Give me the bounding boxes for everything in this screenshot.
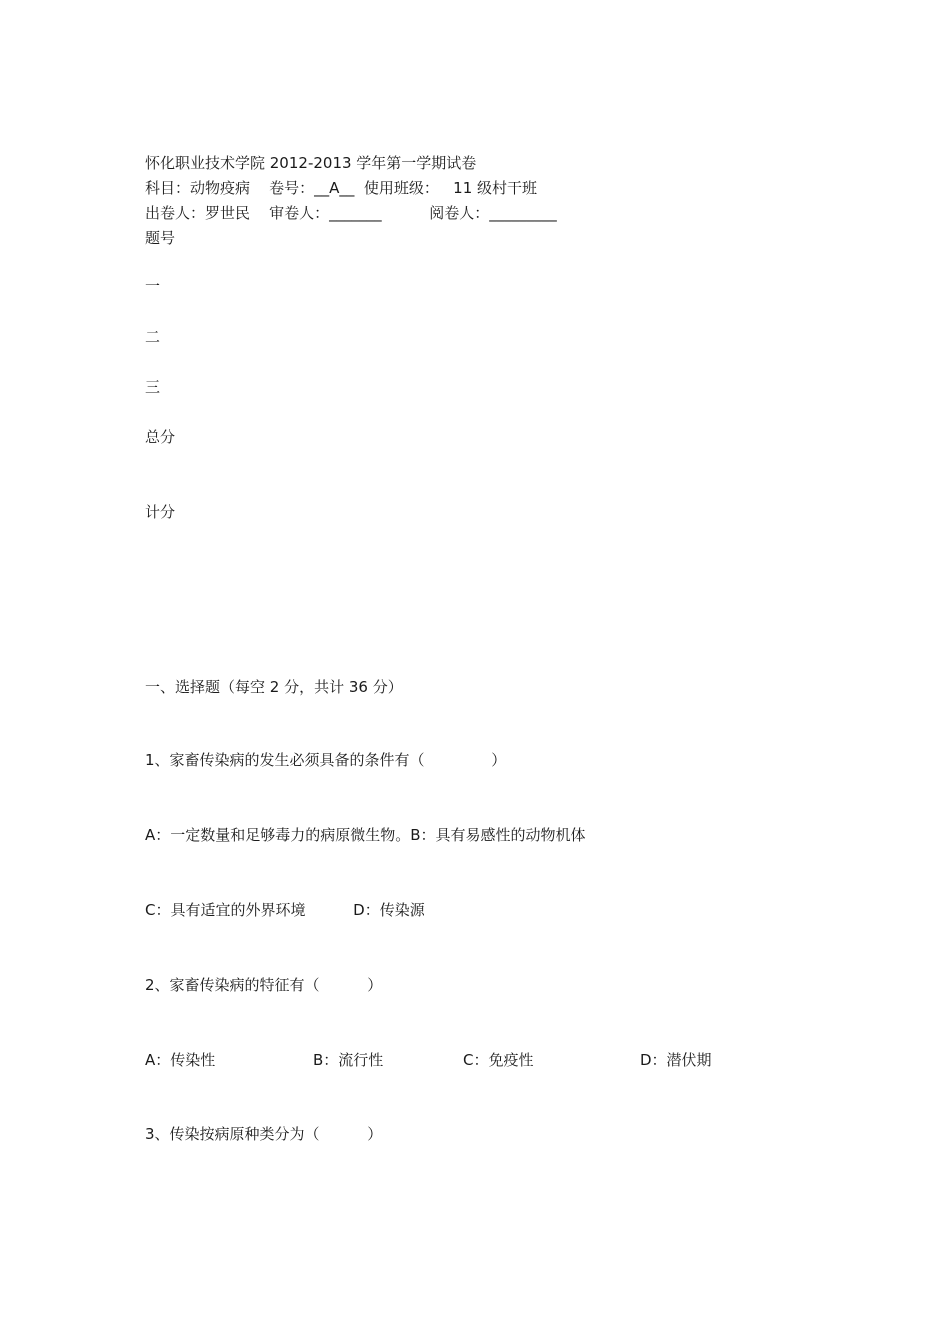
score-table-header: 题号: [145, 229, 176, 247]
question-1-stem: 1、家畜传染病的发生必须具备的条件有（ ）: [145, 751, 507, 769]
section-heading: 一、选择题（每空 2 分，共计 36 分）: [145, 678, 403, 696]
question-2-option-b: B：流行性: [313, 1051, 384, 1069]
score-row-3: 三: [145, 378, 161, 396]
question-2-option-c: C：免疫性: [463, 1051, 534, 1069]
score-row-1: 一: [145, 277, 161, 295]
exam-title: 怀化职业技术学院 2012-2013 学年第一学期试卷: [145, 154, 477, 172]
score-row-2: 二: [145, 328, 161, 346]
question-1-options-cd: C：具有适宜的外界环境 D：传染源: [145, 901, 425, 919]
score-row-total: 总分: [145, 428, 176, 446]
question-1-options-ab: A：一定数量和足够毒力的病原微生物。B：具有易感性的动物机体: [145, 826, 586, 844]
examiners-line: 出卷人：罗世民 审卷人：_______ 阅卷人：_________: [145, 204, 557, 222]
score-label: 计分: [145, 503, 176, 521]
question-2-option-a: A：传染性: [145, 1051, 216, 1069]
subject-line: 科目：动物疫病 卷号：__A__ 使用班级： 11 级村干班: [145, 179, 538, 197]
question-2-stem: 2、家畜传染病的特征有（ ）: [145, 976, 383, 994]
question-2-option-d: D：潜伏期: [640, 1051, 712, 1069]
question-3-stem: 3、传染按病原种类分为（ ）: [145, 1125, 383, 1143]
